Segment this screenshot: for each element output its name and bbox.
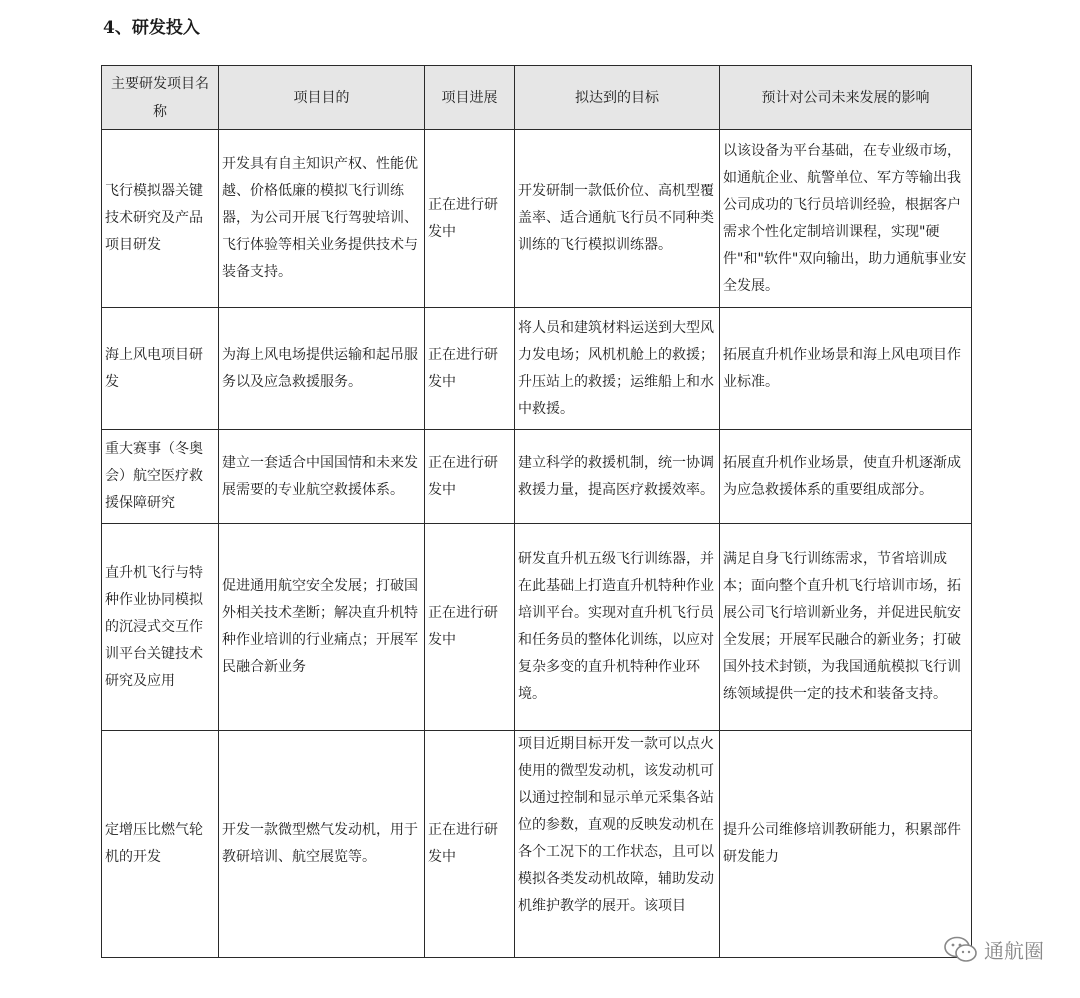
header-impact: 预计对公司未来发展的影响 (720, 66, 972, 130)
project-name-cell: 直升机飞行与特种作业协同模拟的沉浸式交互作训平台关键技术研究及应用 (102, 524, 219, 731)
progress-cell: 正在进行研发中 (425, 524, 515, 731)
section-title: 4、研发投入 (103, 18, 200, 38)
impact-cell: 提升公司维修培训教研能力，积累部件研发能力 (720, 731, 972, 958)
impact-cell: 拓展直升机作业场景和海上风电项目作业标准。 (720, 308, 972, 430)
purpose-cell: 建立一套适合中国国情和未来发展需要的专业航空救援体系。 (219, 430, 425, 524)
goal-cell: 将人员和建筑材料运送到大型风力发电场；风机机舱上的救援；升压站上的救援；运维船上和水中救援。 (515, 308, 720, 430)
table-row (102, 731, 972, 958)
table-row (102, 308, 972, 430)
purpose-cell: 开发一款微型燃气发动机，用于教研培训、航空展览等。 (219, 731, 425, 958)
table-row (102, 430, 972, 524)
watermark (944, 935, 1044, 964)
header-progress: 项目进展 (425, 66, 515, 130)
rd-investment-table (101, 65, 972, 958)
progress-cell: 正在进行研发中 (425, 308, 515, 430)
project-name-cell: 重大赛事（冬奥会）航空医疗救援保障研究 (102, 430, 219, 524)
wechat-icon (944, 936, 978, 964)
progress-cell: 正在进行研发中 (425, 430, 515, 524)
impact-cell: 以该设备为平台基础，在专业级市场，如通航企业、航警单位、军方等输出我公司成功的飞行员培训经验，根据客户需求个性化定制培训课程，实现"硬件"和"软件"双向输出，助力通航事业安全发展。 (720, 130, 972, 308)
impact-cell: 拓展直升机作业场景，使直升机逐渐成为应急救援体系的重要组成部分。 (720, 430, 972, 524)
impact-cell: 满足自身飞行训练需求，节省培训成本；面向整个直升机飞行培训市场，拓展公司飞行培训新业务，并促进民航安全发展；开展军民融合的新业务；打破国外技术封锁，为我国通航模拟飞行训练领域提供一定的技术和装备支持。 (720, 524, 972, 731)
goal-cell: 建立科学的救援机制，统一协调救援力量，提高医疗救援效率。 (515, 430, 720, 524)
header-goal: 拟达到的目标 (515, 66, 720, 130)
purpose-cell: 为海上风电场提供运输和起吊服务以及应急救援服务。 (219, 308, 425, 430)
header-purpose: 项目目的 (219, 66, 425, 130)
goal-cell: 开发研制一款低价位、高机型覆盖率、适合通航飞行员不同种类训练的飞行模拟训练器。 (515, 130, 720, 308)
header-project-name: 主要研发项目名称 (102, 66, 219, 130)
project-name-cell: 海上风电项目研发 (102, 308, 219, 430)
table-header-row (102, 66, 972, 130)
progress-cell: 正在进行研发中 (425, 130, 515, 308)
project-name-cell: 飞行模拟器关键技术研究及产品项目研发 (102, 130, 219, 308)
table-row (102, 130, 972, 308)
goal-cell: 研发直升机五级飞行训练器，并在此基础上打造直升机特种作业培训平台。实现对直升机飞行员和任务员的整体化训练，以应对复杂多变的直升机特种作业环境。 (515, 524, 720, 731)
purpose-cell: 促进通用航空安全发展；打破国外相关技术垄断；解决直升机特种作业培训的行业痛点；开展军民融合新业务 (219, 524, 425, 731)
progress-cell: 正在进行研发中 (425, 731, 515, 958)
watermark-text: 通航圈 (984, 939, 1044, 963)
goal-cell: 项目近期目标开发一款可以点火使用的微型发动机，该发动机可以通过控制和显示单元采集各站位的参数，直观的反映发动机在各个工况下的工作状态，且可以模拟各类发动机故障，辅助发动机维护教学的展开。该项目 (515, 731, 720, 958)
table-row (102, 524, 972, 731)
purpose-cell: 开发具有自主知识产权、性能优越、价格低廉的模拟飞行训练器，为公司开展飞行驾驶培训、飞行体验等相关业务提供技术与装备支持。 (219, 130, 425, 308)
project-name-cell: 定增压比燃气轮机的开发 (102, 731, 219, 958)
